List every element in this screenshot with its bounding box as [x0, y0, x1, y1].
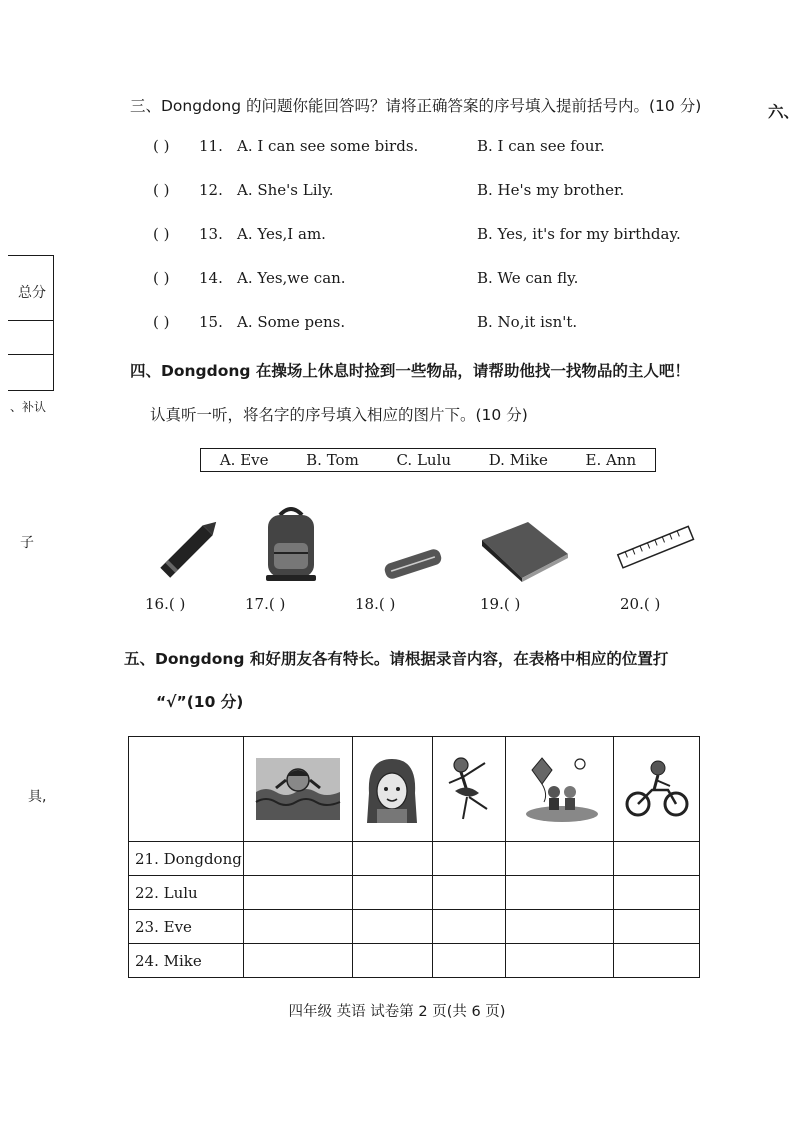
score-divider [8, 320, 53, 321]
section4-title: 四、Dongdong 在操场上休息时捡到一些物品，请帮助他找一找物品的主人吧！ [130, 362, 690, 380]
item-answer-19: 19.( ) [480, 595, 521, 613]
item-answer-16: 16.( ) [145, 595, 186, 613]
item-answer-17: 17.( ) [245, 595, 286, 613]
check-cell[interactable] [505, 876, 614, 910]
question-number: 15. [199, 313, 223, 331]
option-b: B. I can see four. [477, 137, 605, 155]
option-b: B. He's my brother. [477, 181, 625, 199]
check-cell[interactable] [433, 842, 506, 876]
option-b: B. No,it isn't. [477, 313, 578, 331]
question-number: 13. [199, 225, 223, 243]
row-name: 22. Lulu [129, 876, 244, 910]
check-cell[interactable] [352, 842, 432, 876]
dancing-icon [441, 753, 497, 825]
margin-fragment: 具, [28, 789, 47, 805]
cycling-icon [624, 756, 690, 822]
table-row [129, 842, 700, 876]
section5-subtitle: “√”(10 分) [156, 693, 244, 711]
section6-partial-heading: 六、 [768, 103, 799, 121]
table-header-cell [352, 737, 432, 842]
question-row [153, 225, 681, 243]
check-cell[interactable] [614, 910, 700, 944]
kite-flying-icon [518, 754, 602, 824]
question-row [153, 137, 605, 155]
answer-blank[interactable]: ( ) [153, 137, 170, 155]
section4-subtitle: 认真听一听，将名字的序号填入相应的图片下。(10 分) [150, 406, 528, 424]
table-header-row [129, 737, 700, 842]
page-footer: 四年级 英语 试卷第 2 页(共 6 页) [288, 1004, 506, 1020]
table-header-cell [244, 737, 353, 842]
answer-blank[interactable]: ( ) [153, 313, 170, 331]
option-a: A. Yes,I am. [237, 225, 326, 243]
check-cell[interactable] [505, 944, 614, 978]
name-option: E. Ann [585, 451, 637, 469]
option-a: A. Yes,we can. [237, 269, 346, 287]
name-option: D. Mike [488, 451, 548, 469]
name-options-box [200, 448, 656, 472]
check-cell[interactable] [244, 910, 353, 944]
check-cell[interactable] [614, 944, 700, 978]
book-icon [478, 518, 572, 584]
section3-title: 三、Dongdong 的问题你能回答吗？请将正确答案的序号填入提前括号内。(10 分) [130, 97, 702, 115]
talent-table [128, 736, 700, 978]
check-cell[interactable] [433, 876, 506, 910]
pencil-case-icon [380, 546, 446, 582]
answer-blank[interactable]: ( ) [153, 269, 170, 287]
option-a: A. I can see some birds. [237, 137, 419, 155]
check-cell[interactable] [244, 944, 353, 978]
check-cell[interactable] [433, 944, 506, 978]
name-option: A. Eve [219, 451, 269, 469]
backpack-icon [262, 505, 320, 583]
margin-fragment: 、补认 [10, 400, 47, 414]
name-option: B. Tom [306, 451, 359, 469]
check-cell[interactable] [244, 876, 353, 910]
question-number: 11. [199, 137, 223, 155]
question-row [153, 313, 577, 331]
answer-blank[interactable]: ( ) [153, 181, 170, 199]
option-a: A. Some pens. [237, 313, 346, 331]
table-header-cell [505, 737, 614, 842]
check-cell[interactable] [505, 910, 614, 944]
row-name: 23. Eve [129, 910, 244, 944]
girl-portrait-icon [361, 753, 423, 825]
table-row [129, 910, 700, 944]
table-row [129, 944, 700, 978]
question-row [153, 269, 578, 287]
check-cell[interactable] [244, 842, 353, 876]
row-name: 21. Dongdong [129, 842, 244, 876]
check-cell[interactable] [614, 876, 700, 910]
item-answer-20: 20.( ) [620, 595, 661, 613]
check-cell[interactable] [352, 944, 432, 978]
check-cell[interactable] [352, 876, 432, 910]
option-b: B. We can fly. [477, 269, 579, 287]
crayon-icon [150, 512, 230, 584]
table-corner-cell [129, 737, 244, 842]
score-divider [8, 354, 53, 355]
table-header-cell [433, 737, 506, 842]
answer-blank[interactable]: ( ) [153, 225, 170, 243]
option-b: B. Yes, it's for my birthday. [477, 225, 681, 243]
section5-title: 五、Dongdong 和好朋友各有特长。请根据录音内容，在表格中相应的位置打 [124, 650, 669, 668]
check-cell[interactable] [614, 842, 700, 876]
score-box [8, 255, 54, 391]
score-label: 总分 [18, 285, 46, 301]
question-number: 12. [199, 181, 223, 199]
swimming-icon [256, 758, 340, 820]
name-option: C. Lulu [396, 451, 452, 469]
margin-fragment: 子 [20, 535, 34, 551]
question-number: 14. [199, 269, 223, 287]
table-row [129, 876, 700, 910]
option-a: A. She's Lily. [237, 181, 334, 199]
check-cell[interactable] [505, 842, 614, 876]
table-header-cell [614, 737, 700, 842]
question-row [153, 181, 624, 199]
ruler-icon [614, 522, 698, 574]
item-answer-18: 18.( ) [355, 595, 396, 613]
check-cell[interactable] [352, 910, 432, 944]
check-cell[interactable] [433, 910, 506, 944]
row-name: 24. Mike [129, 944, 244, 978]
